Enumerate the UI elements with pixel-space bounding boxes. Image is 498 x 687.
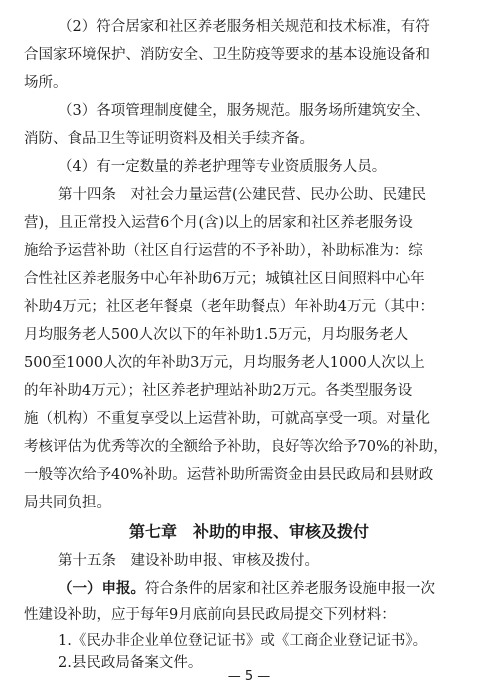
text-line: 考核评估为优秀等次的全额给予补助，良好等次给予70%的补助，	[24, 439, 448, 455]
text-line: （2）符合居家和社区养老服务相关规范和技术标准，有符	[58, 19, 430, 35]
paragraph-label: （一）申报。	[58, 581, 145, 597]
paragraph-text: 符合条件的居家和社区养老服务设施申报一次	[145, 581, 435, 597]
text-line: 合国家环境保护、消防安全、卫生防疫等要求的基本设施设备和	[24, 47, 430, 63]
text-line: 1.《民办非企业单位登记证书》或《工商企业登记证书》。	[58, 633, 428, 649]
text-line: 2.县民政局备案文件。	[58, 655, 203, 671]
text-line: 一般等次给予40%补助。运营补助所需资金由县民政局和县财政	[24, 467, 434, 483]
text-line: 补助4万元；社区老年餐桌（老年助餐点）年补助4万元（其中：	[24, 299, 434, 315]
text-line: 合性社区养老服务中心年补助6万元；城镇社区日间照料中心年	[24, 271, 425, 287]
text-line: 第十五条 建设补助申报、审核及拨付。	[58, 553, 319, 569]
text-line: 月均服务老人500人次以下的年补助1.5万元，月均服务老人	[24, 327, 409, 343]
chapter-heading: 第七章 补助的申报、审核及拨付	[128, 522, 369, 541]
text-line: 500至1000人次的年补助3万元，月均服务老人1000人次以上	[24, 355, 425, 371]
text-line: （3）各项管理制度健全，服务规范。服务场所建筑安全、	[58, 103, 430, 119]
paragraph-line	[58, 578, 478, 600]
text-line: （4）有一定数量的养老护理等专业资质服务人员。	[58, 159, 387, 175]
text-line: 施给予运营补助（社区自行运营的不予补助），补助标准为：综	[24, 243, 423, 259]
text-line: 第十四条 对社会力量运营(公建民营、民办公助、民建民	[58, 187, 427, 203]
text-line: 局共同负担。	[24, 495, 111, 511]
text-line: 场所。	[24, 75, 68, 91]
text-line: 消防、食品卫生等证明资料及相关手续齐备。	[24, 131, 314, 147]
text-line: 的年补助4万元）；社区养老护理站补助2万元。各类型服务设	[24, 383, 413, 399]
text-line: 营)，且正常投入运营6个月(含)以上的居家和社区养老服务设	[24, 215, 413, 231]
text-line: 施（机构）不重复享受以上运营补助，可就高享受一项。对量化	[24, 411, 430, 427]
page-number: — 5 —	[227, 669, 271, 684]
text-line: 性建设补助，应于每年9月底前向县民政局提交下列材料：	[24, 607, 396, 623]
